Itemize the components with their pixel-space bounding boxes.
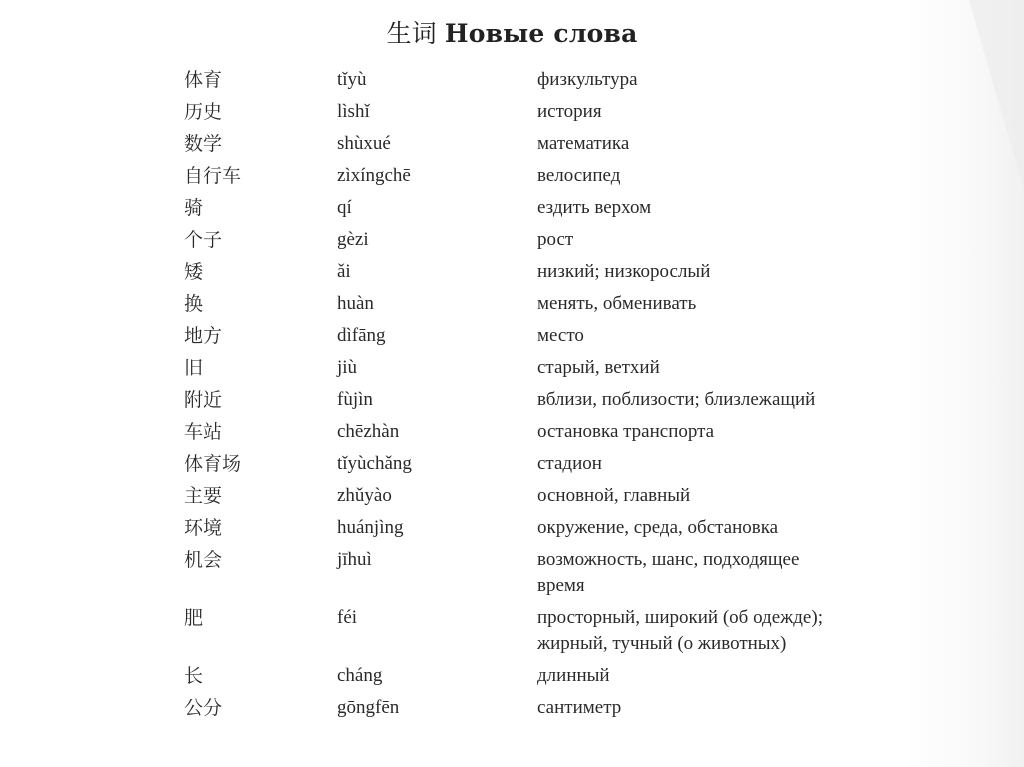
vocab-translation: возможность, шанс, подходящее время (537, 549, 800, 596)
vocab-row (184, 64, 904, 96)
vocab-translation: история (537, 101, 602, 122)
vocab-pinyin: jīhuì (337, 549, 372, 570)
vocab-translation: математика (537, 133, 630, 154)
vocab-pinyin: tǐyù (337, 69, 367, 90)
vocab-row (184, 96, 904, 128)
vocab-hanzi: 旧 (184, 357, 204, 379)
vocab-hanzi: 换 (184, 293, 204, 315)
vocab-translation: окружение, среда, обстановка (537, 517, 779, 538)
vocab-translation: ездить верхом (537, 197, 652, 218)
vocab-row (184, 192, 904, 224)
vocab-hanzi: 自行车 (184, 165, 242, 187)
title-chinese: 生词 (386, 19, 437, 48)
vocab-hanzi: 机会 (184, 549, 223, 571)
vocab-translation: велосипед (537, 165, 621, 186)
vocab-pinyin: shùxué (337, 133, 391, 154)
vocab-pinyin: qí (337, 197, 352, 218)
vocab-translation: место (537, 325, 584, 346)
vocab-pinyin: gōngfēn (337, 697, 400, 718)
vocab-hanzi: 主要 (184, 485, 223, 507)
vocab-translation: низкий; низкорослый (537, 261, 711, 282)
vocab-hanzi: 地方 (184, 325, 223, 347)
vocab-pinyin: tǐyùchǎng (337, 453, 412, 474)
vocabulary-table (184, 64, 904, 724)
vocab-hanzi: 骑 (184, 197, 204, 219)
vocab-pinyin: ǎi (337, 261, 351, 282)
vocab-hanzi: 附近 (184, 389, 223, 411)
vocab-row (184, 448, 904, 480)
vocab-row (184, 512, 904, 544)
vocab-translation: вблизи, поблизости; близлежащий (537, 389, 816, 410)
vocab-translation: менять, обменивать (537, 293, 697, 314)
vocab-hanzi: 环境 (184, 517, 223, 539)
vocab-pinyin: féi (337, 607, 358, 628)
vocab-pinyin: jiù (337, 357, 358, 378)
vocab-row (184, 224, 904, 256)
vocab-row (184, 384, 904, 416)
page-title (0, 14, 1024, 50)
vocab-row (184, 480, 904, 512)
vocab-translation: остановка транспорта (537, 421, 715, 442)
vocab-row (184, 352, 904, 384)
vocab-pinyin: dìfāng (337, 325, 386, 346)
title-russian: Новые слова (444, 19, 638, 48)
vocab-translation: физкультура (537, 69, 638, 90)
vocab-hanzi: 车站 (184, 421, 223, 443)
vocab-pinyin: cháng (337, 665, 383, 686)
vocab-pinyin: chēzhàn (337, 421, 400, 442)
vocab-translation: рост (537, 229, 574, 250)
vocab-hanzi: 体育 (184, 69, 223, 91)
vocab-hanzi: 个子 (184, 229, 223, 251)
vocab-pinyin: zìxíngchē (337, 165, 411, 186)
vocab-row (184, 160, 904, 192)
vocab-hanzi: 长 (184, 665, 204, 687)
vocab-row (184, 416, 904, 448)
vocab-pinyin: lìshǐ (337, 101, 370, 122)
vocab-row (184, 256, 904, 288)
vocab-translation: основной, главный (537, 485, 691, 506)
vocab-pinyin: huánjìng (337, 517, 404, 538)
vocab-hanzi: 数学 (184, 133, 223, 155)
vocab-pinyin: huàn (337, 293, 374, 314)
vocab-translation: сантиметр (537, 697, 622, 718)
vocab-translation: стадион (537, 453, 602, 474)
vocab-translation: длинный (537, 665, 610, 686)
vocab-pinyin: gèzi (337, 229, 369, 250)
vocab-hanzi: 公分 (184, 697, 223, 719)
vocab-row (184, 320, 904, 352)
vocab-row (184, 128, 904, 160)
vocab-translation: старый, ветхий (537, 357, 660, 378)
vocab-row (184, 602, 904, 660)
vocab-hanzi: 肥 (184, 607, 204, 629)
vocab-hanzi: 历史 (184, 101, 223, 123)
vocab-pinyin: fùjìn (337, 389, 373, 410)
vocab-hanzi: 体育场 (184, 453, 242, 475)
vocab-row (184, 692, 904, 724)
vocab-row (184, 544, 904, 602)
vocab-translation: просторный, широкий (об одежде); жирный, тучный (о животных) (537, 607, 823, 654)
vocab-hanzi: 矮 (184, 261, 204, 283)
vocab-row (184, 660, 904, 692)
vocab-pinyin: zhǔyào (337, 485, 392, 506)
vocab-row (184, 288, 904, 320)
